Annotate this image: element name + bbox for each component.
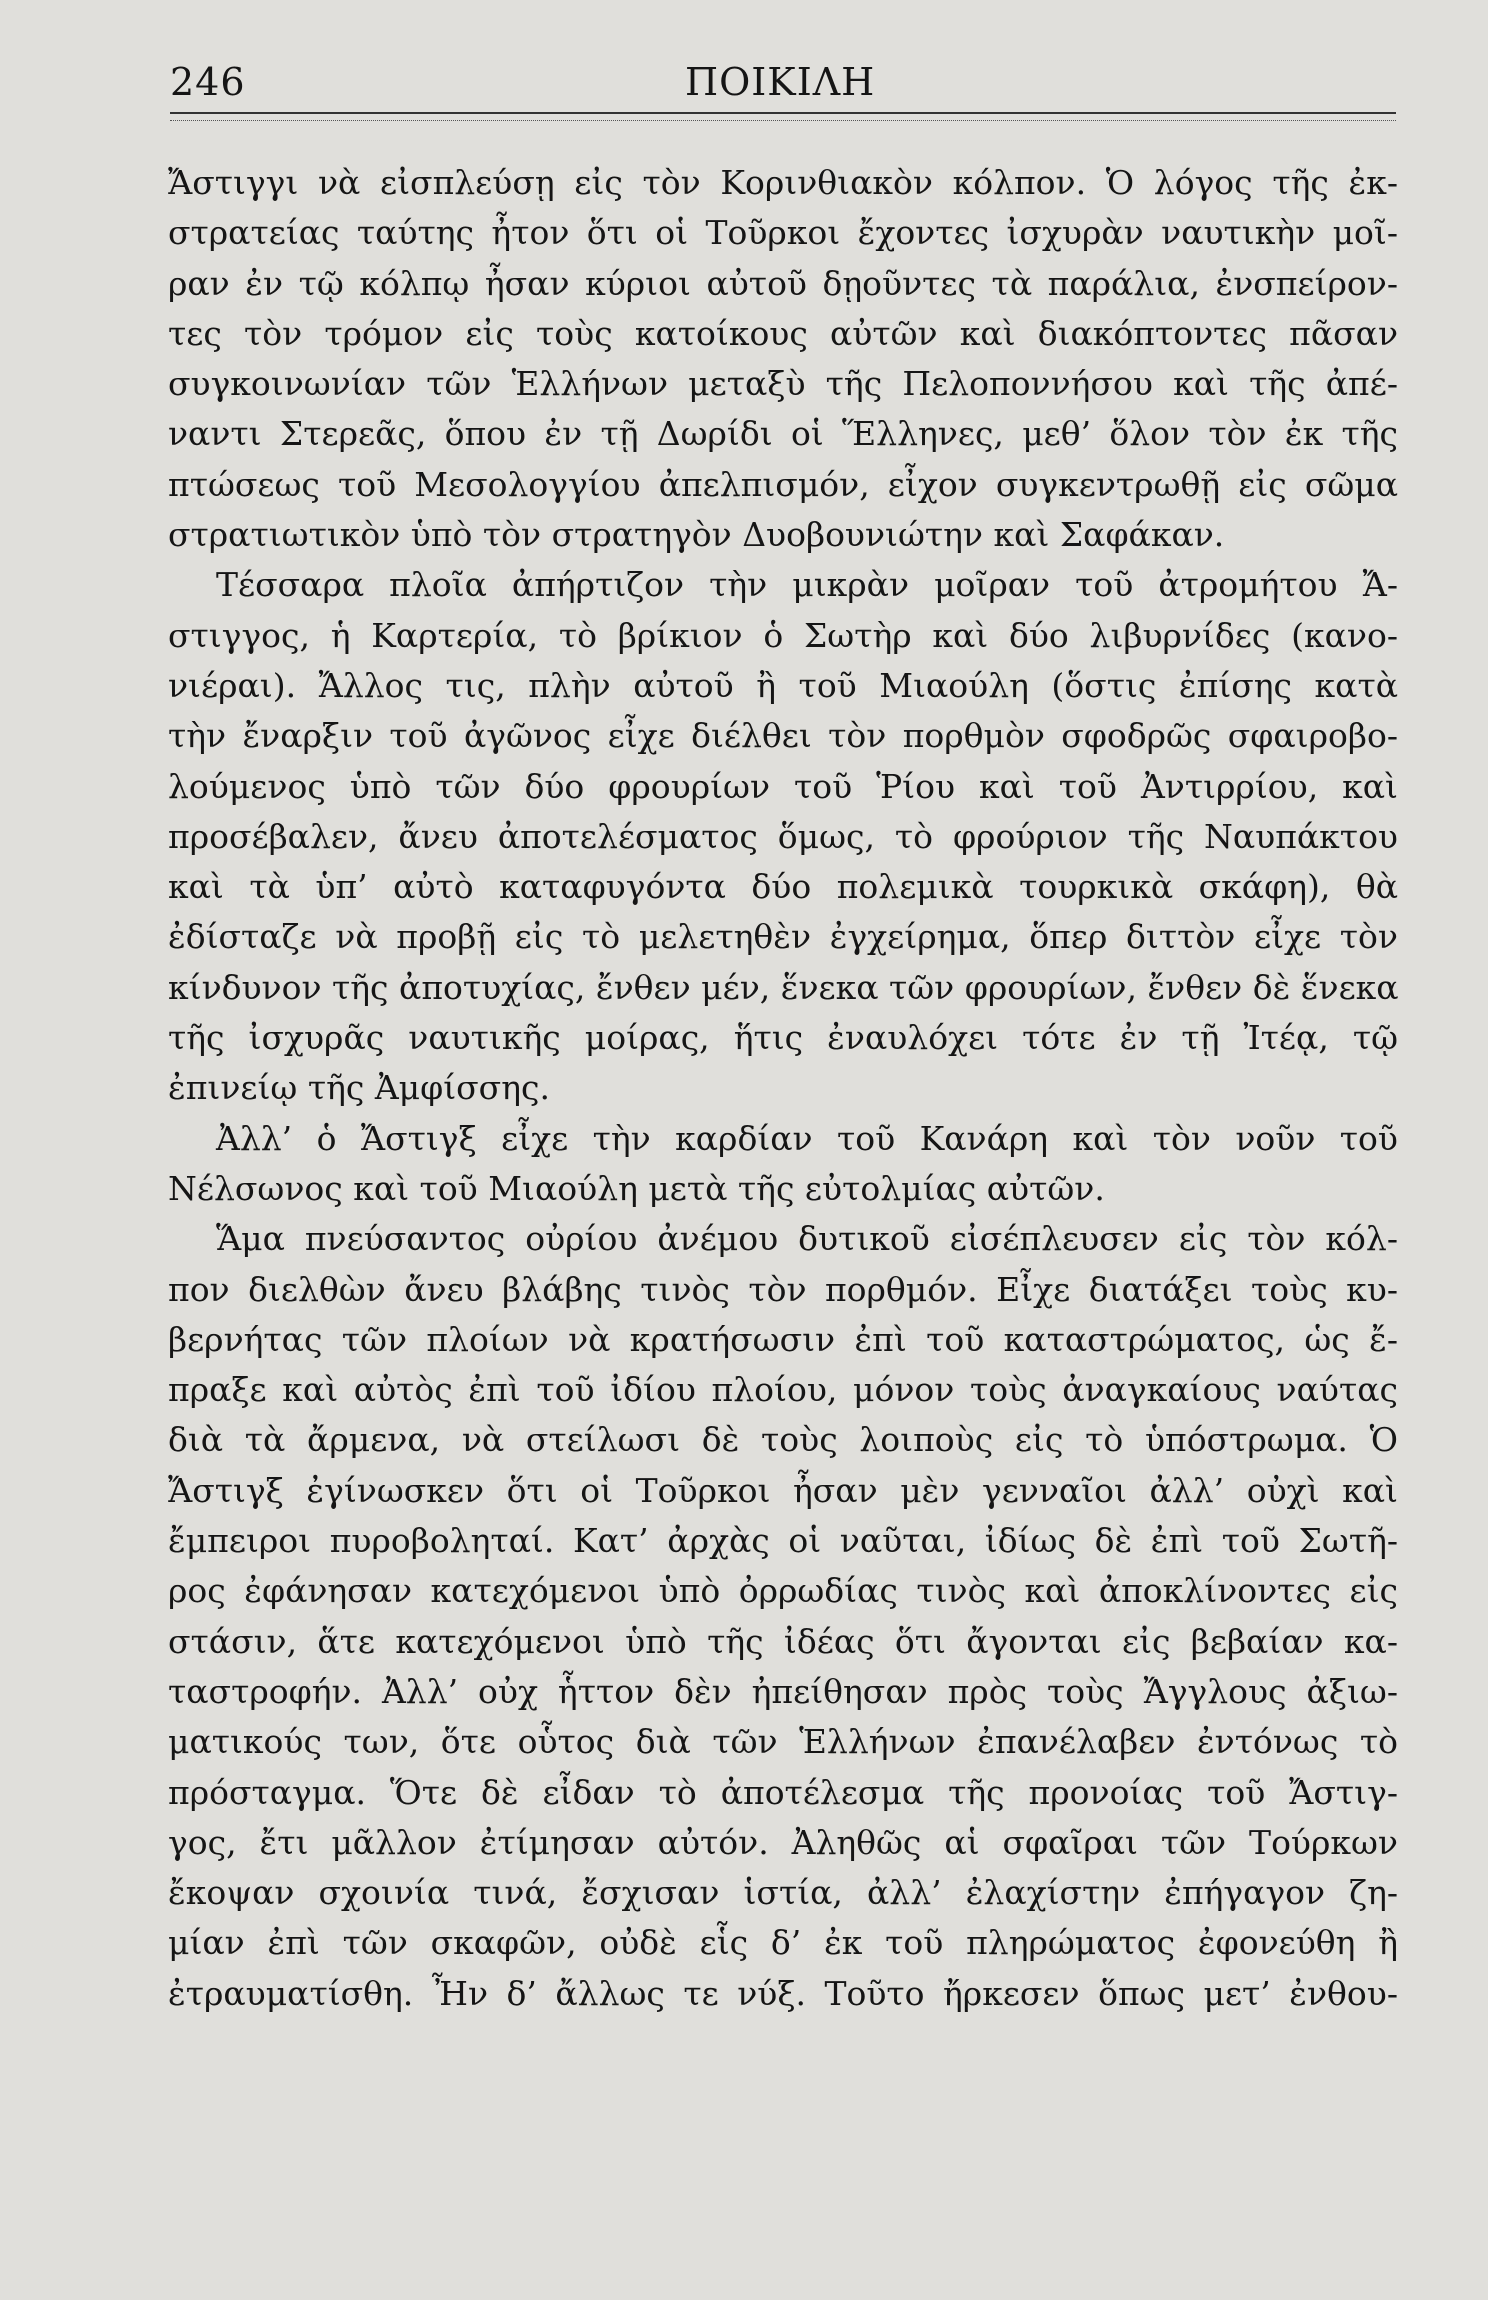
- text-line: διὰ τὰ ἄρμενα, νὰ στείλωσι δὲ τοὺς λοιποὺς εἰς τὸ ὑπόστρωμα. Ὁ: [168, 1420, 1398, 1460]
- text-line: ἐπινείῳ τῆς Ἀμφίσσης.: [168, 1068, 550, 1108]
- text-line: νιέραι). Ἄλλος τις, πλὴν αὐτοῦ ἢ τοῦ Μιαούλη (ὅστις ἐπίσης κατὰ: [168, 665, 1398, 705]
- text-line: λούμενος ὑπὸ τῶν δύο φρουρίων τοῦ Ῥίου καὶ τοῦ Ἀντιρρίου, καὶ: [168, 766, 1398, 806]
- text-line: ἐδίσταζε νὰ προβῇ εἰς τὸ μελετηθὲν ἐγχείρημα, ὅπερ διττὸν εἶχε τὸν: [168, 917, 1398, 957]
- header-rule: [170, 112, 1396, 121]
- text-line: τὴν ἔναρξιν τοῦ ἀγῶνος εἶχε διέλθει τὸν πορθμὸν σφοδρῶς σφαιροβο-: [168, 716, 1398, 756]
- text-line: στρατιωτικὸν ὑπὸ τὸν στρατηγὸν Δυοβουνιώτην καὶ Σαφάκαν.: [168, 515, 1225, 555]
- text-line: προσέβαλεν, ἄνευ ἀποτελέσματος ὅμως, τὸ φρούριον τῆς Ναυπάκτου: [168, 816, 1398, 856]
- text-line: ἔμπειροι πυροβοληταί. Κατ’ ἀρχὰς οἱ ναῦται, ἰδίως δὲ ἐπὶ τοῦ Σωτῆ-: [168, 1521, 1398, 1561]
- text-line: βερνήτας τῶν πλοίων νὰ κρατήσωσιν ἐπὶ τοῦ καταστρώματος, ὡς ἔ-: [168, 1319, 1398, 1359]
- text-line: κίνδυνον τῆς ἀποτυχίας, ἔνθεν μέν, ἕνεκα τῶν φρουρίων, ἔνθεν δὲ ἕνεκα: [168, 967, 1399, 1007]
- text-line: ματικούς των, ὅτε οὗτος διὰ τῶν Ἑλλήνων ἐπανέλαβεν ἐντόνως τὸ: [168, 1722, 1398, 1762]
- text-line: γος, ἔτι μᾶλλον ἐτίμησαν αὐτόν. Ἀληθῶς αἱ σφαῖραι τῶν Τούρκων: [168, 1822, 1398, 1862]
- text-line: τῆς ἰσχυρᾶς ναυτικῆς μοίρας, ἥτις ἐναυλόχει τότε ἐν τῇ Ἰτέᾳ, τῷ: [168, 1018, 1398, 1058]
- text-line: ταστροφήν. Ἀλλ’ οὐχ ἧττον δὲν ἠπείθησαν πρὸς τοὺς Ἄγγλους ἀξιω-: [168, 1671, 1398, 1711]
- text-line: Νέλσωνος καὶ τοῦ Μιαούλη μετὰ τῆς εὐτολμίας αὐτῶν.: [168, 1168, 1105, 1208]
- text-line: στάσιν, ἅτε κατεχόμενοι ὑπὸ τῆς ἰδέας ὅτι ἄγονται εἰς βεβαίαν κα-: [168, 1621, 1398, 1661]
- page-number: 246: [170, 60, 246, 104]
- body-text: [168, 158, 1398, 2019]
- text-line: μίαν ἐπὶ τῶν σκαφῶν, οὐδὲ εἷς δ’ ἐκ τοῦ πληρώματος ἐφονεύθη ἢ: [168, 1923, 1398, 1963]
- text-line: Ἅμα πνεύσαντος οὐρίου ἀνέμου δυτικοῦ εἰσέπλευσεν εἰς τὸν κόλ-: [216, 1219, 1398, 1259]
- text-line: πραξε καὶ αὐτὸς ἐπὶ τοῦ ἰδίου πλοίου, μόνον τοὺς ἀναγκαίους ναύτας: [168, 1370, 1398, 1410]
- text-line: Ἄστιγξ ἐγίνωσκεν ὅτι οἱ Τοῦρκοι ἦσαν μὲν γενναῖοι ἀλλ’ οὐχὶ καὶ: [168, 1470, 1398, 1510]
- text-line: Ἄστιγγι νὰ εἰσπλεύσῃ εἰς τὸν Κορινθιακὸν κόλπον. Ὁ λόγος τῆς ἐκ-: [168, 163, 1398, 202]
- text-line: ἐτραυματίσθη. Ἦν δ’ ἄλλως τε νύξ. Τοῦτο ἤρκεσεν ὅπως μετ’ ἐνθου-: [168, 1973, 1398, 2013]
- text-line: ρος ἐφάνησαν κατεχόμενοι ὑπὸ ὀρρωδίας τινὸς καὶ ἀποκλίνοντες εἰς: [168, 1571, 1398, 1611]
- text-line: πτώσεως τοῦ Μεσολογγίου ἀπελπισμόν, εἶχον συγκεντρωθῇ εἰς σῶμα: [168, 464, 1398, 504]
- text-line: ναντι Στερεᾶς, ὅπου ἐν τῇ Δωρίδι οἱ Ἕλληνες, μεθ’ ὅλον τὸν ἐκ τῆς: [168, 414, 1398, 454]
- text-line: στιγγος, ἡ Καρτερία, τὸ βρίκιον ὁ Σωτὴρ καὶ δύο λιβυρνίδες (κανο-: [168, 615, 1398, 655]
- text-line: πρόσταγμα. Ὅτε δὲ εἶδαν τὸ ἀποτέλεσμα τῆς προνοίας τοῦ Ἄστιγ-: [168, 1772, 1398, 1812]
- running-title: ΠΟΙΚΙΛΗ: [685, 60, 876, 104]
- page-header: [170, 60, 1396, 110]
- text-line: Ἀλλ’ ὁ Ἄστιγξ εἶχε τὴν καρδίαν τοῦ Κανάρη καὶ τὸν νοῦν τοῦ: [216, 1118, 1398, 1158]
- text-line: καὶ τὰ ὑπ’ αὐτὸ καταφυγόντα δύο πολεμικὰ τουρκικὰ σκάφη), θὰ: [168, 867, 1398, 907]
- text-line: τες τὸν τρόμον εἰς τοὺς κατοίκους αὐτῶν καὶ διακόπτοντες πᾶσαν: [168, 313, 1398, 353]
- text-line: στρατείας ταύτης ἦτον ὅτι οἱ Τοῦρκοι ἔχοντες ἰσχυρὰν ναυτικὴν μοῖ-: [168, 213, 1398, 253]
- text-line: πον διελθὼν ἄνευ βλάβης τινὸς τὸν πορθμόν. Εἶχε διατάξει τοὺς κυ-: [168, 1269, 1398, 1309]
- text-line: συγκοινωνίαν τῶν Ἑλλήνων μεταξὺ τῆς Πελοποννήσου καὶ τῆς ἀπέ-: [168, 364, 1398, 404]
- text-line: ἔκοψαν σχοινία τινά, ἔσχισαν ἱστία, ἀλλ’ ἐλαχίστην ἐπήγαγον ζη-: [168, 1873, 1398, 1913]
- text-line: ραν ἐν τῷ κόλπῳ ἦσαν κύριοι αὐτοῦ δῃοῦντες τὰ παράλια, ἐνσπείρον-: [168, 263, 1398, 303]
- text-line: Τέσσαρα πλοῖα ἀπήρτιζον τὴν μικρὰν μοῖραν τοῦ ἀτρομήτου Ἄ-: [216, 565, 1398, 605]
